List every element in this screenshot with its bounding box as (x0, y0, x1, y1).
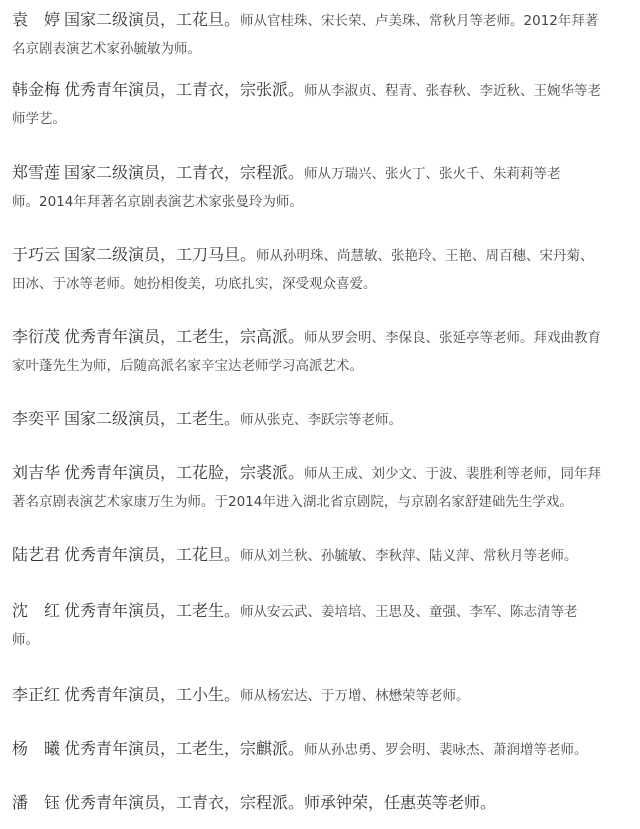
entry-line-2 (12, 34, 632, 62)
performer-bio: 师从官桂珠、宋长荣、卢美珠、常秋月等老师。2012年拜著 (240, 13, 599, 29)
performer-bio: 师从李淑贞、程青、张春秋、李近秋、王婉华等老 (304, 83, 602, 99)
performer-bio: 师承钟荣，任惠英等老师。 (304, 793, 497, 812)
performer-bio: 师从杨宏达、于万增、林懋荣等老师。 (240, 688, 470, 704)
entry-line-2 (12, 487, 632, 515)
performer-title: 国家二级演员，工刀马旦。 (64, 245, 257, 264)
performer-name: 韩金梅 (12, 80, 61, 99)
entry-line-1 (12, 735, 632, 763)
entry-han-jinmei (12, 76, 632, 149)
performer-title: 国家二级演员，工青衣，宗程派。 (64, 163, 305, 182)
performer-name: 潘 钰 (12, 793, 61, 812)
performer-bio-continued: 田冰、于冰等老师。她扮相俊美，功底扎实，深受观众喜爱。 (12, 276, 377, 292)
performer-title: 优秀青年演员，工青衣，宗程派。 (64, 793, 305, 812)
performer-bio-continued: 名京剧表演艺术家孙毓敏为师。 (12, 41, 201, 57)
performer-bio: 师从孙忠勇、罗会明、裴咏杰、萧润增等老师。 (304, 742, 588, 758)
performer-name: 沈 红 (12, 601, 61, 620)
entry-line-1 (12, 541, 632, 569)
performer-title: 国家二级演员，工老生。 (64, 409, 241, 428)
entry-line-1 (12, 323, 632, 351)
entry-shen-hong (12, 597, 632, 671)
performer-bio: 师从王成、刘少文、于波、裴胜利等老师，同年拜 (304, 466, 602, 482)
performer-title: 优秀青年演员，工花脸，宗裘派。 (64, 463, 305, 482)
entry-li-zhenghong (12, 681, 632, 725)
entry-yang-xi (12, 735, 632, 779)
performer-bio: 师从罗会明、李保良、张延亭等老师。拜戏曲教育 (304, 330, 602, 346)
entry-line-1 (12, 459, 632, 487)
entry-line-2 (12, 351, 632, 379)
entry-lu-yijun (12, 541, 632, 585)
performer-bio-continued: 师。 (12, 632, 39, 648)
entry-line-1 (12, 597, 632, 625)
performer-list (12, 6, 632, 829)
performer-bio: 师从刘兰秋、孙毓敏、李秋萍、陆义萍、常秋月等老师。 (240, 548, 578, 564)
entry-line-1 (12, 681, 632, 709)
entry-liu-jihua (12, 459, 632, 531)
entry-line-2 (12, 104, 632, 132)
entry-li-yiping (12, 405, 632, 449)
performer-name: 杨 曦 (12, 739, 61, 758)
performer-name: 郑雪莲 (12, 163, 61, 182)
performer-bio-continued: 师学艺。 (12, 111, 66, 127)
entry-line-1 (12, 405, 632, 433)
performer-name: 刘吉华 (12, 463, 61, 482)
entry-line-2 (12, 269, 632, 297)
entry-line-2 (12, 625, 632, 653)
performer-bio-continued: 著名京剧表演艺术家康万生为师。于2014年进入湖北省京剧院，与京剧名家舒建础先生学戏。 (12, 494, 573, 510)
performer-title: 优秀青年演员，工老生，宗麒派。 (64, 739, 305, 758)
entry-line-1 (12, 159, 632, 187)
performer-bio-continued: 师。2014年拜著名京剧表演艺术家张曼玲为师。 (12, 194, 303, 210)
performer-bio: 师从张克、李跃宗等老师。 (240, 412, 403, 428)
entry-zheng-xuelian (12, 159, 632, 231)
entry-li-yanmao (12, 323, 632, 395)
performer-bio: 师从安云武、姜培培、王思及、童强、李军、陈志清等老 (240, 604, 578, 620)
performer-name: 李衍茂 (12, 327, 61, 346)
performer-bio: 师从孙明珠、尚慧敏、张艳玲、王艳、周百穗、宋丹菊、 (256, 248, 594, 264)
performer-title: 优秀青年演员，工老生。 (64, 601, 241, 620)
entry-yuan-ting (12, 6, 632, 66)
performer-title: 优秀青年演员，工青衣，宗张派。 (64, 80, 305, 99)
entry-line-1 (12, 6, 632, 34)
performer-name: 李正红 (12, 685, 61, 704)
entry-line-2 (12, 187, 632, 215)
performer-name: 于巧云 (12, 245, 61, 264)
performer-bio-continued: 家叶蓬先生为师，后随高派名家辛宝达老师学习高派艺术。 (12, 358, 363, 374)
performer-title: 优秀青年演员，工小生。 (64, 685, 241, 704)
performer-name: 陆艺君 (12, 545, 61, 564)
entry-yu-qiaoyun (12, 241, 632, 313)
entry-line-1 (12, 76, 632, 104)
entry-line-1 (12, 241, 632, 269)
entry-pan-yu (12, 789, 632, 829)
performer-title: 优秀青年演员，工花旦。 (64, 545, 241, 564)
entry-line-1 (12, 789, 632, 817)
performer-name: 袁 婷 (12, 10, 61, 29)
performer-name: 李奕平 (12, 409, 61, 428)
performer-title: 国家二级演员，工花旦。 (64, 10, 241, 29)
performer-bio: 师从万瑞兴、张火丁、张火千、朱莉莉等老 (304, 166, 561, 182)
performer-title: 优秀青年演员，工老生，宗高派。 (64, 327, 305, 346)
